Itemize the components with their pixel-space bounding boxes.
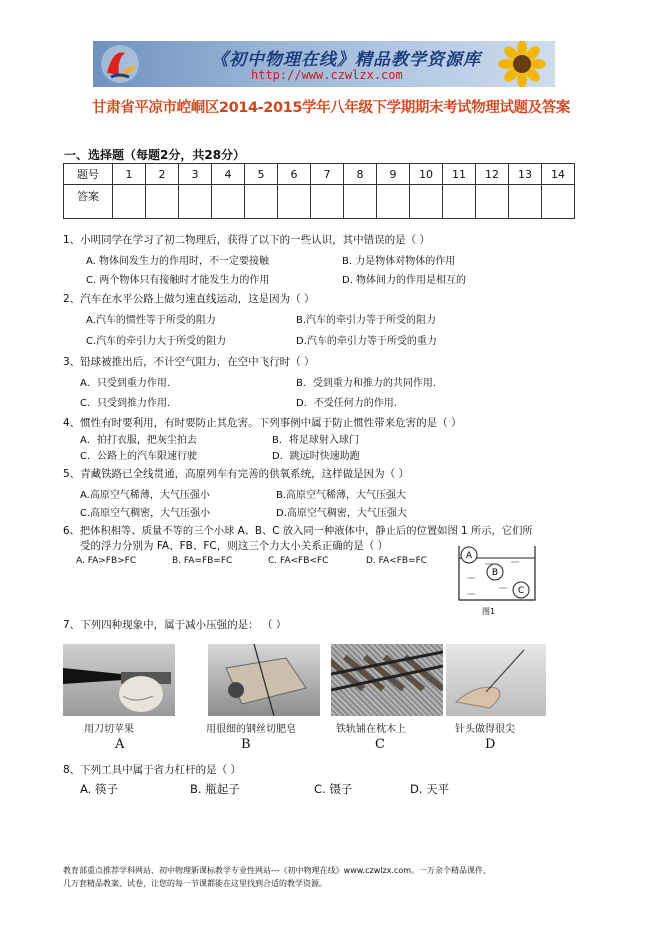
table-cell: 7 — [311, 164, 344, 185]
q8-option-d: D. 天平 — [410, 782, 450, 796]
answer-cell[interactable] — [509, 185, 542, 219]
q7-image-d-needle — [446, 644, 546, 716]
q2-option-d: D.汽车的牵引力等于所受的重力 — [296, 336, 437, 347]
question-5-stem: 5、青藏铁路已全线贯通，高原列车有完善的供氧系统，这样做是因为（ ） — [63, 468, 410, 480]
table-cell: 1 — [113, 164, 146, 185]
question-7-stem: 7、下列四种现象中，属于减小压强的是： （ ） — [63, 619, 287, 631]
table-cell: 6 — [278, 164, 311, 185]
q1-option-d: D. 物体间力的作用是相互的 — [342, 275, 467, 286]
question-3-stem: 3、铅球被推出后，不计空气阻力，在空中飞行时（ ） — [63, 356, 315, 368]
q7-image-b-wire-soap — [208, 644, 320, 716]
table-header-cell: 答案 — [64, 185, 113, 219]
q6-option-c: C. FA<FB<FC — [268, 556, 329, 566]
q4-option-a: A．拍打衣服，把灰尘拍去 — [80, 435, 197, 446]
answer-cell[interactable] — [146, 185, 179, 219]
page-footer — [63, 864, 623, 890]
table-cell: 3 — [179, 164, 212, 185]
table-cell: 5 — [245, 164, 278, 185]
ball-b-label: B — [491, 568, 499, 578]
q7-caption-a: 用刀切苹果 — [84, 724, 134, 735]
ball-c-label: C — [517, 586, 525, 596]
q3-option-c: C．只受到推力作用． — [80, 398, 177, 409]
table-cell: 12 — [476, 164, 509, 185]
q5-option-d: D.高原空气稠密，大气压强大 — [276, 508, 407, 519]
answer-cell[interactable] — [311, 185, 344, 219]
answer-cell[interactable] — [179, 185, 212, 219]
syringe-needle-icon — [446, 644, 546, 716]
table-row — [64, 185, 575, 219]
q6-option-a: A. FA>FB>FC — [76, 556, 137, 566]
question-4-stem: 4、惯性有时要利用，有时要防止其危害。下列事例中属于防止惯性带来危害的是（ ） — [63, 417, 462, 429]
railway-track-icon — [331, 644, 443, 716]
q8-option-b: B. 瓶起子 — [190, 782, 240, 796]
q1-option-c: C. 两个物体只有接触时才能发生力的作用 — [86, 275, 270, 286]
header-banner — [93, 41, 555, 87]
q3-option-a: A．只受到重力作用． — [80, 378, 177, 389]
q7-caption-d: 针头做得很尖 — [455, 724, 515, 735]
q8-option-c: C. 镊子 — [314, 782, 353, 796]
table-cell: 11 — [443, 164, 476, 185]
document-title: 甘肃省平凉市崆峒区2014-2015学年八年级下学期期末考试物理试题及答案 — [92, 100, 570, 116]
question-1-stem: 1、小明同学在学习了初二物理后，获得了以下的一些认识，其中错误的是（ ） — [63, 234, 431, 246]
table-cell: 13 — [509, 164, 542, 185]
banner-title: 《初中物理在线》精品教学资源库 — [211, 50, 481, 70]
q6-option-d: D. FA<FB=FC — [366, 556, 428, 566]
answer-cell[interactable] — [113, 185, 146, 219]
q2-option-b: B.汽车的牵引力等于所受的阻力 — [296, 315, 437, 326]
q2-option-c: C.汽车的牵引力大于所受的阻力 — [86, 336, 227, 347]
q1-option-a: A. 物体间发生力的作用时，不一定要接触 — [86, 256, 270, 267]
answer-cell[interactable] — [212, 185, 245, 219]
q5-option-b: B.高原空气稀薄，大气压强大 — [276, 490, 407, 501]
site-logo-icon — [99, 43, 141, 85]
q3-option-b: B．受到重力和推力的共同作用． — [296, 378, 443, 389]
q6-option-b: B. FA=FB=FC — [172, 556, 233, 566]
q5-option-a: A.高原空气稀薄，大气压强小 — [80, 490, 210, 501]
banner-url[interactable]: http://www.czwlzx.com — [251, 68, 403, 82]
answer-table — [63, 163, 575, 219]
q2-option-a: A.汽车的惯性等于所受的阻力 — [86, 315, 216, 326]
sunflower-icon — [491, 41, 553, 87]
answer-cell[interactable] — [245, 185, 278, 219]
question-8-stem: 8、下列工具中属于省力杠杆的是（ ） — [63, 764, 242, 776]
knife-apple-icon — [63, 644, 175, 716]
q1-option-b: B. 力是物体对物体的作用 — [342, 256, 456, 267]
q7-letter-d: D — [485, 737, 496, 752]
q7-caption-b: 用很细的钢丝切肥皂 — [206, 724, 296, 735]
footer-line-1: 教育部重点推荐学科网站、初中物理新课标教学专业性网站---《初中物理在线》www.czwlzx.com。一万余个精品课件、 — [63, 866, 492, 875]
answer-cell[interactable] — [476, 185, 509, 219]
ball-a-label: A — [465, 551, 473, 561]
q7-letter-c: C — [375, 737, 385, 752]
answer-cell[interactable] — [542, 185, 575, 219]
q7-caption-c: 铁轨铺在枕木上 — [336, 724, 406, 735]
table-cell: 10 — [410, 164, 443, 185]
question-6-stem: 6、把体积相等、质量不等的三个小球 A、B、C 放入同一种液体中，静止后的位置如图 1 所示，它们所 — [63, 525, 533, 537]
table-cell: 2 — [146, 164, 179, 185]
footer-line-2: 几万套精品教案、试卷，让您的每一节课都能在这里找到合适的教学资源。 — [63, 879, 327, 888]
section-heading: 一、选择题（每题2分，共28分） — [64, 148, 246, 162]
table-cell: 14 — [542, 164, 575, 185]
q4-option-b: B．将足球射入球门 — [272, 435, 359, 446]
table-row — [64, 164, 575, 185]
q7-image-c-rail-sleepers — [331, 644, 443, 716]
question-6-stem-continued: 受的浮力分别为 FA、FB、FC，则这三个力大小关系正确的是（ ） — [80, 540, 389, 552]
table-header-cell: 题号 — [64, 164, 113, 185]
q7-letter-a: A — [115, 737, 125, 752]
answer-cell[interactable] — [443, 185, 476, 219]
answer-cell[interactable] — [344, 185, 377, 219]
answer-cell[interactable] — [278, 185, 311, 219]
answer-cell[interactable] — [377, 185, 410, 219]
figure-1-container-diagram — [455, 544, 539, 604]
q7-letter-b: B — [241, 737, 251, 752]
figure-1-label: 图1 — [482, 607, 496, 616]
q5-option-c: C.高原空气稠密，大气压强小 — [80, 508, 211, 519]
table-cell: 4 — [212, 164, 245, 185]
answer-cell[interactable] — [410, 185, 443, 219]
q4-option-c: C．公路上的汽车限速行驶 — [80, 451, 197, 462]
table-cell: 8 — [344, 164, 377, 185]
q8-option-a: A. 筷子 — [80, 782, 118, 796]
q7-image-a-knife-apple — [63, 644, 175, 716]
table-cell: 9 — [377, 164, 410, 185]
q3-option-d: D．不受任何力的作用． — [296, 398, 404, 409]
question-2-stem: 2、汽车在水平公路上做匀速直线运动，这是因为（ ） — [63, 293, 315, 305]
q4-option-d: D．跳远时快速助跑 — [272, 451, 360, 462]
soap-wire-icon — [208, 644, 320, 716]
